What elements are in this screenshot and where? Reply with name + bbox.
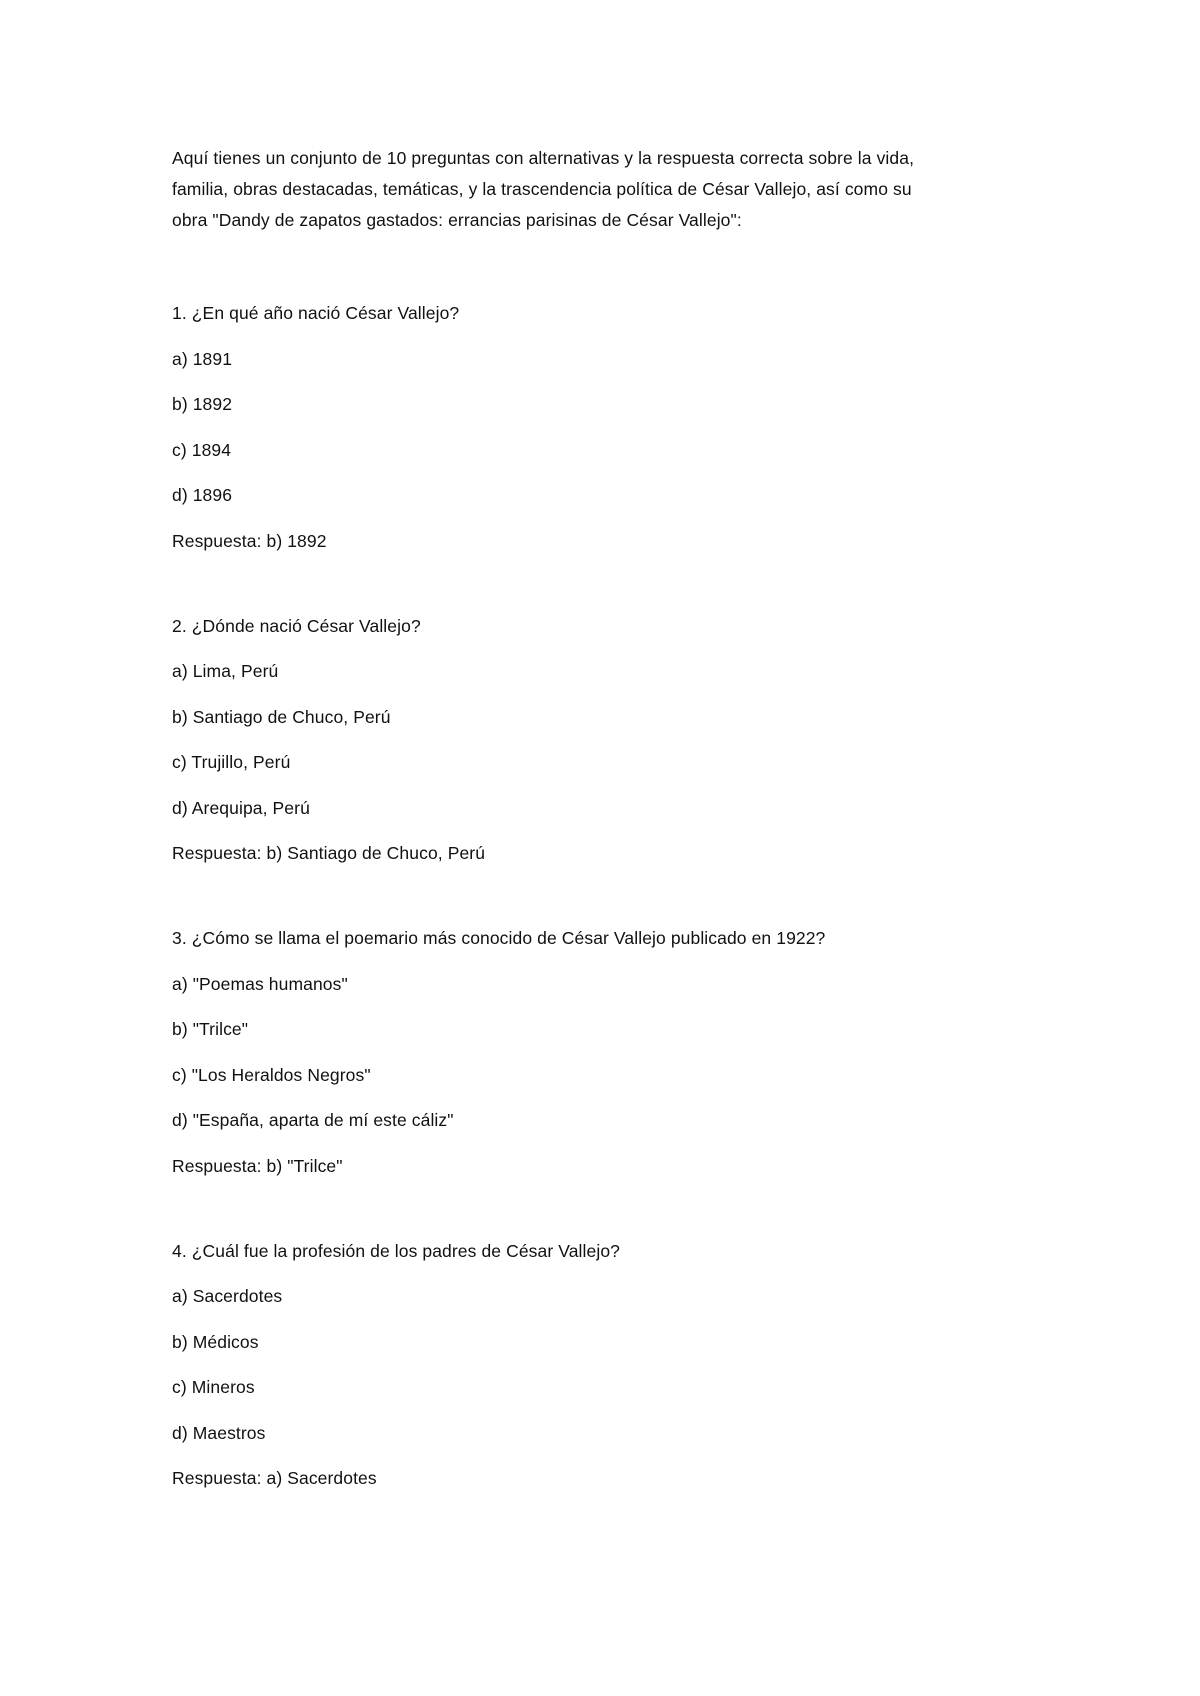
answer-text: Respuesta: b) 1892 (172, 530, 327, 551)
option-d: d) Maestros (172, 1422, 266, 1443)
option-d: d) Arequipa, Perú (172, 797, 310, 818)
question-text: 4. ¿Cuál fue la profesión de los padres de César Vallejo? (172, 1240, 620, 1261)
question-block-2 (172, 611, 1052, 870)
answer-text: Respuesta: b) "Trilce" (172, 1155, 343, 1176)
intro-paragraph (172, 143, 1052, 236)
answer-text: Respuesta: b) Santiago de Chuco, Perú (172, 843, 486, 863)
option-a: a) "Poemas humanos" (172, 973, 348, 994)
intro-line: obra "Dandy de zapatos gastados: errancias parisinas de César Vallejo": (172, 210, 742, 230)
question-text: 2. ¿Dónde nació César Vallejo? (172, 615, 421, 636)
option-a: a) 1891 (172, 348, 233, 369)
question-block-4 (172, 1236, 1052, 1495)
option-c: c) Mineros (172, 1377, 255, 1397)
option-c: c) 1894 (172, 439, 232, 460)
option-b: b) Santiago de Chuco, Perú (172, 706, 391, 727)
document-body (172, 143, 1052, 1548)
question-text: 3. ¿Cómo se llama el poemario más conocido de César Vallejo publicado en 1922? (172, 928, 826, 948)
option-b: b) Médicos (172, 1331, 259, 1352)
intro-line: familia, obras destacadas, temáticas, y la trascendencia política de César Vallejo, así como su (172, 179, 912, 199)
option-d: d) 1896 (172, 485, 233, 505)
intro-line: Aquí tienes un conjunto de 10 preguntas con alternativas y la respuesta correcta sobre la vida, (172, 148, 915, 168)
option-b: b) 1892 (172, 394, 233, 414)
option-c: c) "Los Heraldos Negros" (172, 1064, 371, 1085)
option-a: a) Lima, Perú (172, 661, 279, 681)
option-d: d) "España, aparta de mí este cáliz" (172, 1110, 454, 1130)
option-c: c) Trujillo, Perú (172, 752, 291, 772)
option-b: b) "Trilce" (172, 1019, 249, 1039)
answer-text: Respuesta: a) Sacerdotes (172, 1468, 377, 1488)
question-block-3 (172, 923, 1052, 1182)
option-a: a) Sacerdotes (172, 1286, 283, 1306)
question-block-1 (172, 298, 1052, 557)
question-text: 1. ¿En qué año nació César Vallejo? (172, 303, 460, 323)
